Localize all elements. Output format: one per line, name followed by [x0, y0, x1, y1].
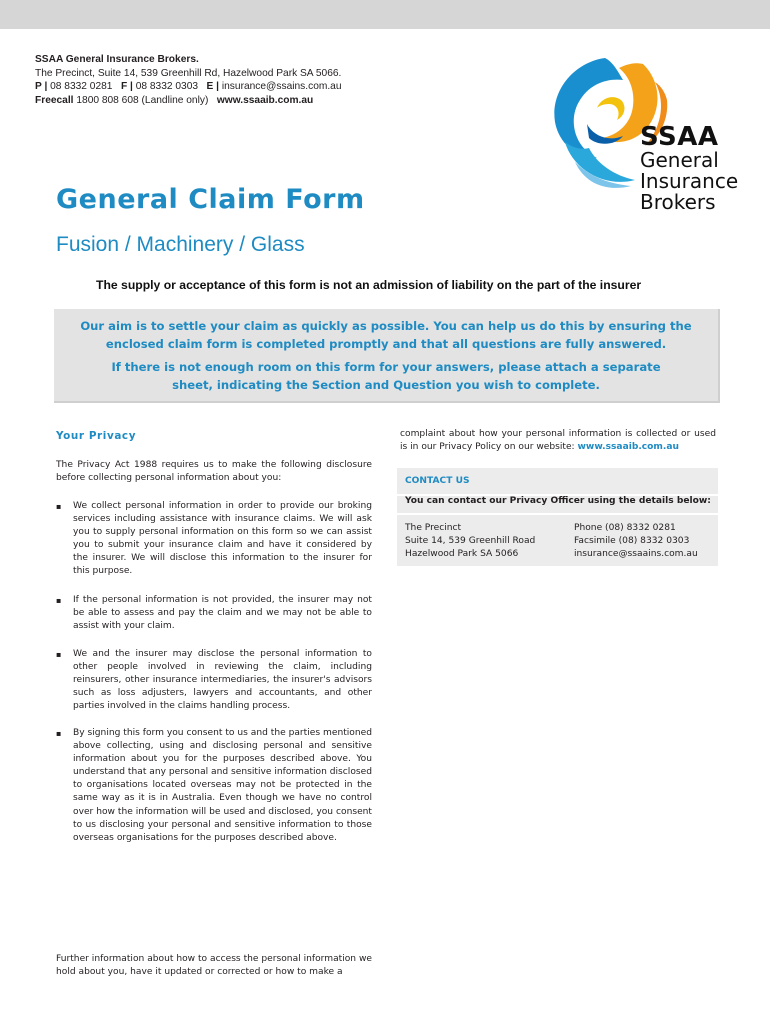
- email-address[interactable]: insurance@ssains.com.au: [221, 81, 342, 92]
- privacy-bullet-text: We collect personal information in order to provide our broking services including assistance with insurance claims. We will ask you to supply personal information on this form so we can assist you to submit your insurance claim and have it considered by the insurer. We will disclose this information to the insurer for this purpose.: [73, 501, 372, 577]
- address-line-2: Suite 14, 539 Greenhill Road: [405, 536, 536, 547]
- aim-line-2: enclosed claim form is completed promptly and that all questions are fully answered.: [105, 336, 667, 351]
- page-subtitle: Fusion / Machinery / Glass: [56, 233, 305, 256]
- top-bar: [0, 0, 770, 29]
- divider: [397, 513, 718, 515]
- privacy-further-info: Further information about how to access the personal information we hold about you, have it updated or corrected or how to make a: [56, 954, 372, 978]
- contact-address: [405, 522, 535, 561]
- privacy-continued-text: complaint about how your personal information is collected or used is in our Privacy Policy on our website:: [400, 429, 716, 453]
- freecall-number: 1800 808 608 (Landline only): [76, 94, 209, 106]
- privacy-bullet: [56, 727, 372, 845]
- privacy-bullet: [56, 594, 372, 633]
- logo-line-2: Insurance: [640, 169, 739, 193]
- aim-line-1: Our aim is to settle your claim as quickly as possible. You can help us do this by ensuring the: [80, 319, 692, 333]
- aim-paragraph-2: [54, 359, 718, 394]
- contact-email[interactable]: insurance@ssaains.com.au: [574, 549, 698, 560]
- company-address: The Precinct, Suite 14, 539 Greenhill Rd, Hazelwood Park SA 5066.: [35, 67, 342, 79]
- privacy-bullet-text: If the personal information is not provided, the insurer may not be able to assess and pay the claim and we may not be able to assist with your claim.: [73, 595, 372, 632]
- fax-label: F |: [120, 81, 133, 92]
- privacy-bullet: [56, 500, 372, 579]
- logo-line-3: Brokers: [640, 190, 716, 214]
- bullet-marker: ▪: [56, 596, 62, 605]
- privacy-website-link[interactable]: www.ssaaib.com.au: [577, 442, 679, 453]
- website-link[interactable]: www.ssaaib.com.au: [216, 94, 314, 106]
- logo-brand: SSAA: [640, 122, 719, 152]
- address-line-3: Hazelwood Park SA 5066: [405, 549, 519, 560]
- company-name: SSAA General Insurance Brokers.: [35, 54, 199, 65]
- contact-phone: Phone (08) 8332 0281: [574, 523, 676, 533]
- aim-line-3: If there is not enough room on this form for your answers, please attach a separate: [111, 360, 661, 374]
- privacy-bullet: [56, 648, 372, 713]
- email-label: E |: [206, 81, 220, 92]
- freecall-line: [35, 94, 342, 108]
- bullet-marker: ▪: [56, 502, 62, 511]
- freecall-label: Freecall: [35, 94, 74, 106]
- aim-paragraph-1: [54, 318, 718, 353]
- aim-line-4: sheet, indicating the Section and Question you wish to complete.: [172, 377, 600, 392]
- contact-us-box: [397, 468, 718, 566]
- address-line-1: The Precinct: [405, 523, 462, 533]
- contact-subheading: You can contact our Privacy Officer using the details below:: [405, 496, 711, 506]
- logo-wordmark: [640, 124, 738, 213]
- logo-line-1: General: [640, 148, 719, 172]
- company-header: [35, 53, 342, 107]
- privacy-heading: Your Privacy: [56, 430, 137, 442]
- aim-notice-box: [54, 309, 720, 403]
- bullet-marker: ▪: [56, 729, 62, 738]
- privacy-intro: The Privacy Act 1988 requires us to make the following disclosure before collecting personal information about you:: [56, 460, 372, 484]
- bullet-marker: ▪: [56, 650, 62, 659]
- privacy-continued: [400, 428, 716, 454]
- contact-details: [574, 522, 698, 561]
- contact-line: [35, 80, 342, 94]
- phone-number: 08 8332 0281: [50, 81, 113, 92]
- liability-disclaimer: The supply or acceptance of this form is not an admission of liability on the part of the insurer: [96, 278, 642, 292]
- phone-label: P |: [35, 81, 48, 92]
- contact-us-label: CONTACT US: [405, 476, 470, 486]
- contact-fax: Facsimile (08) 8332 0303: [574, 536, 690, 547]
- page-title: General Claim Form: [56, 184, 365, 215]
- privacy-bullet-text: We and the insurer may disclose the personal information to other people involved in reviewing the claim, including reinsurers, other insurance intermediaries, the insurer's advisors such as loss adjusters, lawyers and accountants, and other parties involved in the claims handling process.: [73, 649, 372, 712]
- privacy-bullet-text: By signing this form you consent to us and the parties mentioned above collecting, using and disclosing personal and sensitive information about you for the purposes described above. You understand that any personal and sensitive information disclosed to organisations located overseas may not be protected in the same way as it is in Australia. Even though we have no control over how the information will be used and disclosed, you consent to us disclosing your personal and sensitive information to those overseas organisations for the purposes described above.: [73, 728, 372, 843]
- fax-number: 08 8332 0303: [135, 81, 199, 92]
